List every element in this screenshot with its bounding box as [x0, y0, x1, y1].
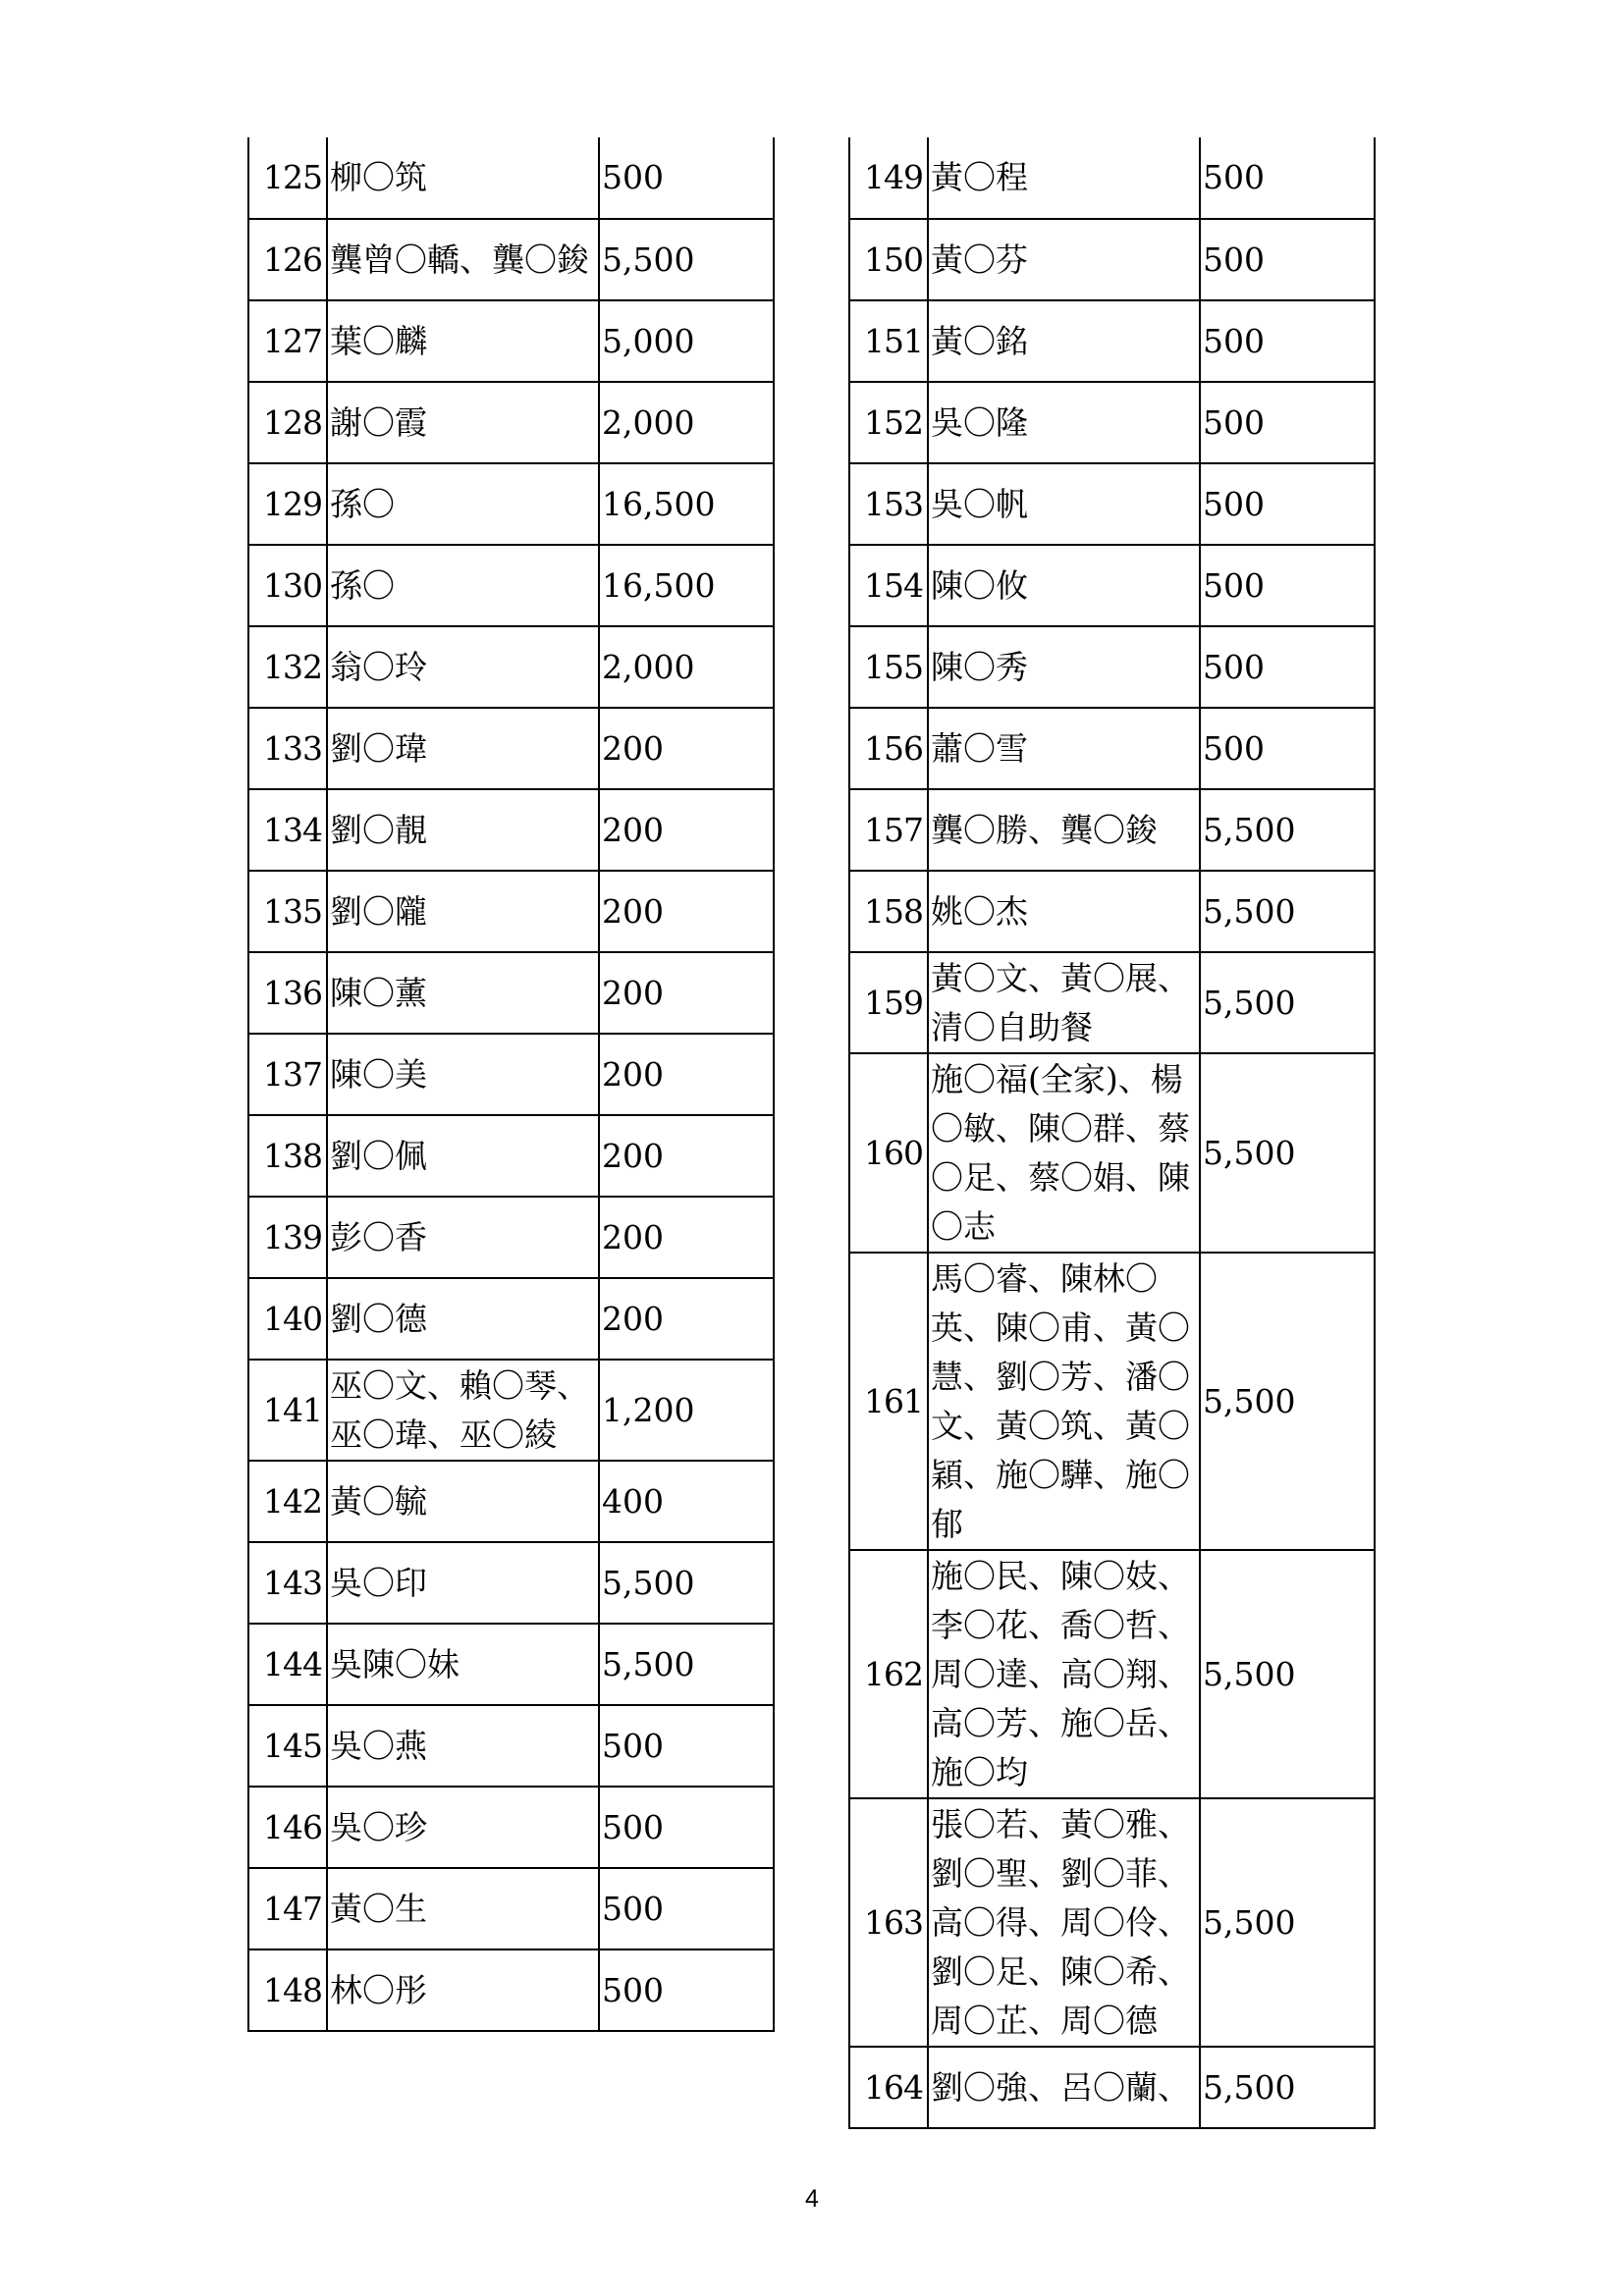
row-number: 150	[849, 219, 928, 300]
row-number: 140	[248, 1278, 327, 1360]
donation-amount: 500	[1200, 626, 1375, 708]
row-number: 159	[849, 952, 928, 1053]
table-row	[248, 1115, 774, 1197]
donor-name: 孫〇	[327, 545, 599, 626]
table-row	[248, 463, 774, 545]
table-row	[849, 871, 1375, 952]
table-row	[248, 1461, 774, 1542]
donation-amount: 5,500	[1200, 1253, 1375, 1550]
row-number: 160	[849, 1053, 928, 1253]
table-row	[248, 219, 774, 300]
donation-amount: 5,500	[599, 1542, 774, 1624]
row-number: 130	[248, 545, 327, 626]
table-row	[248, 1705, 774, 1787]
row-number: 133	[248, 708, 327, 789]
donor-name: 劉〇隴	[327, 871, 599, 952]
donor-name: 陳〇秀	[928, 626, 1200, 708]
table-row	[849, 137, 1375, 219]
table-row	[248, 871, 774, 952]
table-row	[248, 1278, 774, 1360]
donation-amount: 5,500	[599, 1624, 774, 1705]
donor-name: 葉〇麟	[327, 300, 599, 382]
row-number: 143	[248, 1542, 327, 1624]
donation-amount: 1,200	[599, 1360, 774, 1461]
donation-amount: 5,500	[1200, 1798, 1375, 2047]
donor-name: 劉〇強、呂〇蘭、	[928, 2047, 1200, 2128]
donation-amount: 200	[599, 789, 774, 871]
row-number: 128	[248, 382, 327, 463]
row-number: 155	[849, 626, 928, 708]
donation-amount: 16,500	[599, 463, 774, 545]
table-row	[849, 626, 1375, 708]
donor-table-right-body	[849, 137, 1375, 2128]
row-number: 127	[248, 300, 327, 382]
row-number: 153	[849, 463, 928, 545]
donation-amount: 500	[599, 1949, 774, 2031]
donor-name: 黃〇毓	[327, 1461, 599, 1542]
donor-name: 陳〇薰	[327, 952, 599, 1034]
table-row	[248, 952, 774, 1034]
row-number: 156	[849, 708, 928, 789]
table-row	[849, 300, 1375, 382]
donor-table-right	[848, 137, 1376, 2129]
row-number: 125	[248, 137, 327, 219]
row-number: 134	[248, 789, 327, 871]
donor-name: 吳〇帆	[928, 463, 1200, 545]
table-row	[248, 1542, 774, 1624]
donation-amount: 5,500	[1200, 1550, 1375, 1798]
donor-name: 劉〇瑋	[327, 708, 599, 789]
table-row	[248, 708, 774, 789]
table-row	[849, 463, 1375, 545]
table-row	[849, 219, 1375, 300]
donor-name: 蕭〇雪	[928, 708, 1200, 789]
donation-amount: 5,500	[1200, 1053, 1375, 1253]
table-row	[248, 300, 774, 382]
table-row	[248, 626, 774, 708]
donation-amount: 5,500	[1200, 789, 1375, 871]
row-number: 129	[248, 463, 327, 545]
donor-name: 陳〇美	[327, 1034, 599, 1115]
donation-amount: 5,500	[1200, 2047, 1375, 2128]
table-row	[248, 137, 774, 219]
table-row	[248, 1868, 774, 1949]
table-row	[248, 1197, 774, 1278]
donation-amount: 200	[599, 1115, 774, 1197]
donation-amount: 500	[599, 1868, 774, 1949]
donor-name: 林〇彤	[327, 1949, 599, 2031]
donor-name: 黃〇芬	[928, 219, 1200, 300]
donor-name: 孫〇	[327, 463, 599, 545]
donation-amount: 500	[1200, 463, 1375, 545]
donor-name: 謝〇霞	[327, 382, 599, 463]
table-row	[849, 952, 1375, 1053]
donor-table-left	[247, 137, 775, 2032]
row-number: 144	[248, 1624, 327, 1705]
donor-name: 陳〇攸	[928, 545, 1200, 626]
donor-name: 施〇福(全家)、楊〇敏、陳〇群、蔡〇足、蔡〇娟、陳〇志	[928, 1053, 1200, 1253]
row-number: 145	[248, 1705, 327, 1787]
row-number: 136	[248, 952, 327, 1034]
donation-amount: 400	[599, 1461, 774, 1542]
donation-amount: 5,500	[599, 219, 774, 300]
row-number: 152	[849, 382, 928, 463]
row-number: 157	[849, 789, 928, 871]
donor-name: 劉〇靚	[327, 789, 599, 871]
donation-amount: 200	[599, 952, 774, 1034]
donor-name: 龔〇勝、龔〇鋑	[928, 789, 1200, 871]
donation-amount: 200	[599, 871, 774, 952]
row-number: 158	[849, 871, 928, 952]
donor-name: 黃〇程	[928, 137, 1200, 219]
row-number: 138	[248, 1115, 327, 1197]
table-row	[248, 545, 774, 626]
table-row	[849, 789, 1375, 871]
row-number: 142	[248, 1461, 327, 1542]
donation-amount: 500	[599, 1787, 774, 1868]
donor-table-left-body	[248, 137, 774, 2031]
donation-amount: 2,000	[599, 626, 774, 708]
table-row	[849, 2047, 1375, 2128]
donor-name: 馬〇睿、陳林〇英、陳〇甫、黃〇慧、劉〇芳、潘〇文、黃〇筑、黃〇穎、施〇驊、施〇郁	[928, 1253, 1200, 1550]
donation-amount: 200	[599, 1278, 774, 1360]
table-row	[248, 1360, 774, 1461]
donor-name: 吳〇隆	[928, 382, 1200, 463]
row-number: 132	[248, 626, 327, 708]
donor-name: 吳陳〇妹	[327, 1624, 599, 1705]
donor-name: 龔曾〇轎、龔〇鋑	[327, 219, 599, 300]
donor-name: 吳〇印	[327, 1542, 599, 1624]
donor-name: 劉〇德	[327, 1278, 599, 1360]
row-number: 141	[248, 1360, 327, 1461]
donation-amount: 5,500	[1200, 952, 1375, 1053]
donor-name: 黃〇銘	[928, 300, 1200, 382]
table-row	[849, 1053, 1375, 1253]
donor-name: 劉〇佩	[327, 1115, 599, 1197]
row-number: 164	[849, 2047, 928, 2128]
row-number: 137	[248, 1034, 327, 1115]
donation-amount: 500	[599, 137, 774, 219]
row-number: 135	[248, 871, 327, 952]
table-row	[849, 382, 1375, 463]
donor-name: 黃〇生	[327, 1868, 599, 1949]
donation-amount: 500	[1200, 382, 1375, 463]
donor-name: 吳〇燕	[327, 1705, 599, 1787]
row-number: 151	[849, 300, 928, 382]
donation-amount: 500	[1200, 300, 1375, 382]
table-row	[248, 1787, 774, 1868]
row-number: 154	[849, 545, 928, 626]
row-number: 149	[849, 137, 928, 219]
donor-name: 黃〇文、黃〇展、清〇自助餐	[928, 952, 1200, 1053]
donation-amount: 500	[599, 1705, 774, 1787]
donor-name: 彭〇香	[327, 1197, 599, 1278]
row-number: 146	[248, 1787, 327, 1868]
table-row	[849, 1798, 1375, 2047]
page-number: 4	[805, 2185, 819, 2213]
donation-amount: 2,000	[599, 382, 774, 463]
donation-amount: 500	[1200, 545, 1375, 626]
row-number: 161	[849, 1253, 928, 1550]
row-number: 126	[248, 219, 327, 300]
table-row	[849, 708, 1375, 789]
donation-amount: 200	[599, 1034, 774, 1115]
row-number: 163	[849, 1798, 928, 2047]
donor-name: 吳〇珍	[327, 1787, 599, 1868]
donation-amount: 500	[1200, 137, 1375, 219]
donation-amount: 5,500	[1200, 871, 1375, 952]
row-number: 162	[849, 1550, 928, 1798]
table-row	[849, 1550, 1375, 1798]
donation-amount: 200	[599, 708, 774, 789]
table-row	[248, 382, 774, 463]
donor-name: 張〇若、黃〇雅、劉〇聖、劉〇菲、高〇得、周〇伶、劉〇足、陳〇希、周〇芷、周〇德	[928, 1798, 1200, 2047]
table-row	[248, 1034, 774, 1115]
donor-name: 翁〇玲	[327, 626, 599, 708]
donation-amount: 16,500	[599, 545, 774, 626]
donation-amount: 500	[1200, 219, 1375, 300]
table-row	[849, 545, 1375, 626]
row-number: 147	[248, 1868, 327, 1949]
row-number: 148	[248, 1949, 327, 2031]
table-row	[849, 1253, 1375, 1550]
donor-name: 柳〇筑	[327, 137, 599, 219]
table-row	[248, 1624, 774, 1705]
table-row	[248, 789, 774, 871]
donor-name: 巫〇文、賴〇琴、巫〇瑋、巫〇綾	[327, 1360, 599, 1461]
donor-name: 姚〇杰	[928, 871, 1200, 952]
donation-amount: 5,000	[599, 300, 774, 382]
donation-amount: 500	[1200, 708, 1375, 789]
table-row	[248, 1949, 774, 2031]
donor-name: 施〇民、陳〇妓、李〇花、喬〇哲、周〇達、高〇翔、高〇芳、施〇岳、施〇均	[928, 1550, 1200, 1798]
donation-amount: 200	[599, 1197, 774, 1278]
row-number: 139	[248, 1197, 327, 1278]
